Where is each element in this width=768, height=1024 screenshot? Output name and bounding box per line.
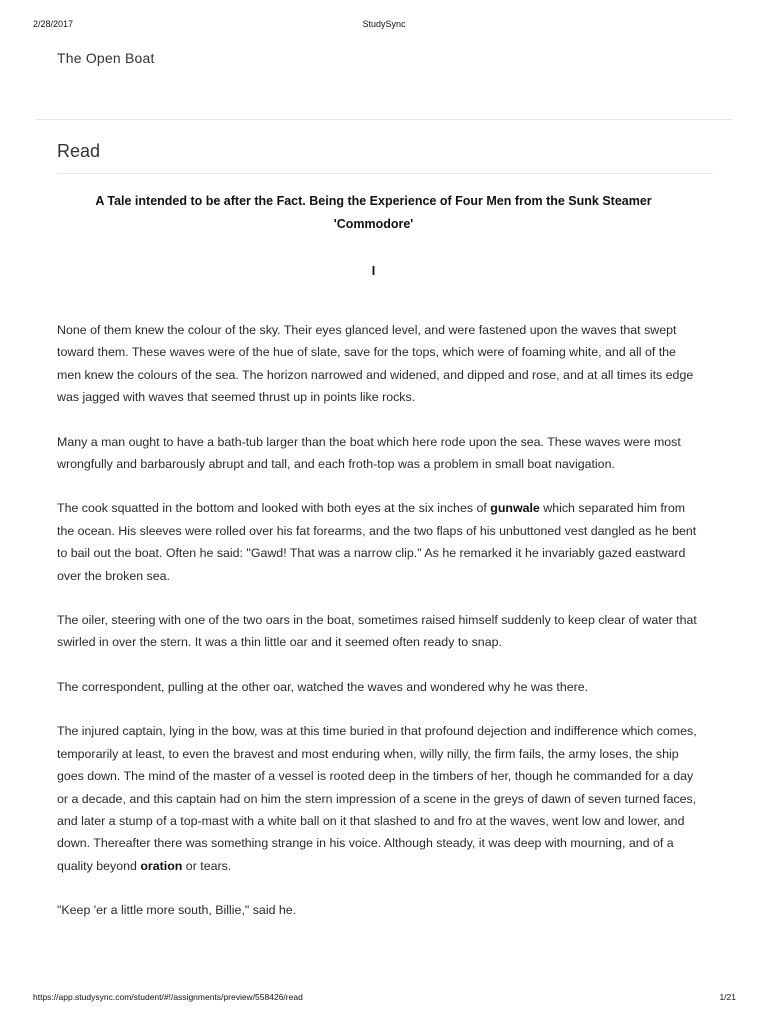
paragraph-text: which separated him from the ocean. His sleeves were rolled over his fat forearms, and the two flaps of his unbuttoned vest dangled as he bent to bail out the boat. Often he said: "Gawd! That was a narrow clip." As he remarked it he invariably gazed eastward over the broken sea. <box>57 501 697 583</box>
reading-subtitle: A Tale intended to be after the Fact. Being the Experience of Four Men from the Sunk Steamer 'Commodore' <box>95 194 652 231</box>
paragraph <box>57 720 697 877</box>
print-date: 2/28/2017 <box>33 19 74 29</box>
section-divider <box>57 173 713 174</box>
section-heading: Read <box>57 141 101 161</box>
print-site-name: StudySync <box>362 19 406 29</box>
paragraph: None of them knew the colour of the sky. Their eyes glanced level, and were fastened upon the waves that swept toward them. These waves were of the hue of slate, save for the tops, which were of foaming white, and all of the men knew the colours of the sea. The horizon narrowed and widened, and dipped and rose, and at all times its edge was jagged with waves that seemed thrust up in points like rocks. <box>57 323 694 405</box>
paragraph: The oiler, steering with one of the two oars in the boat, sometimes raised himself suddenly to keep clear of water that swirled in over the stern. It was a thin little oar and it seemed often ready to snap. <box>57 613 697 650</box>
paragraph-text: The injured captain, lying in the bow, was at this time buried in that profound dejection and indifference which comes, temporarily at least, to even the bravest and most enduring when, willy nilly, the firm fails, the army loses, the ship goes down. The mind of the master of a vessel is rooted deep in the timbers of her, though he commanded for a day or a decade, and this captain had on him the stern impression of a scene in the greys of dawn of seven turned faces, and later a stump of a top-mast with a white ball on it that slashed to and fro at the waves, went low and lower, and down. Thereafter there was something strange in his voice. Although steady, it was deep with mourning, and of a quality beyond <box>57 724 697 873</box>
print-page-number: 1/21 <box>719 992 736 1002</box>
print-footer-url: https://app.studysync.com/student/#!/assignments/preview/558426/read <box>33 992 303 1002</box>
paragraph <box>57 497 697 587</box>
paragraph: "Keep 'er a little more south, Billie," said he. <box>57 903 297 918</box>
header-divider <box>36 119 733 120</box>
paragraph-text: or tears. <box>182 858 232 873</box>
paragraph: Many a man ought to have a bath-tub larger than the boat which here rode upon the sea. These waves were most wrongfully and barbarously abrupt and tall, and each froth-top was a problem in small boat navigation. <box>57 434 681 472</box>
reading-body <box>57 319 697 944</box>
document-title: The Open Boat <box>57 50 155 66</box>
chapter-number: I <box>371 264 376 278</box>
paragraph: The correspondent, pulling at the other oar, watched the waves and wondered why he was there. <box>57 679 589 694</box>
vocabulary-word[interactable]: gunwale <box>490 501 540 516</box>
vocabulary-word[interactable]: oration <box>140 858 183 873</box>
paragraph-text: The cook squatted in the bottom and looked with both eyes at the six inches of <box>57 501 491 516</box>
